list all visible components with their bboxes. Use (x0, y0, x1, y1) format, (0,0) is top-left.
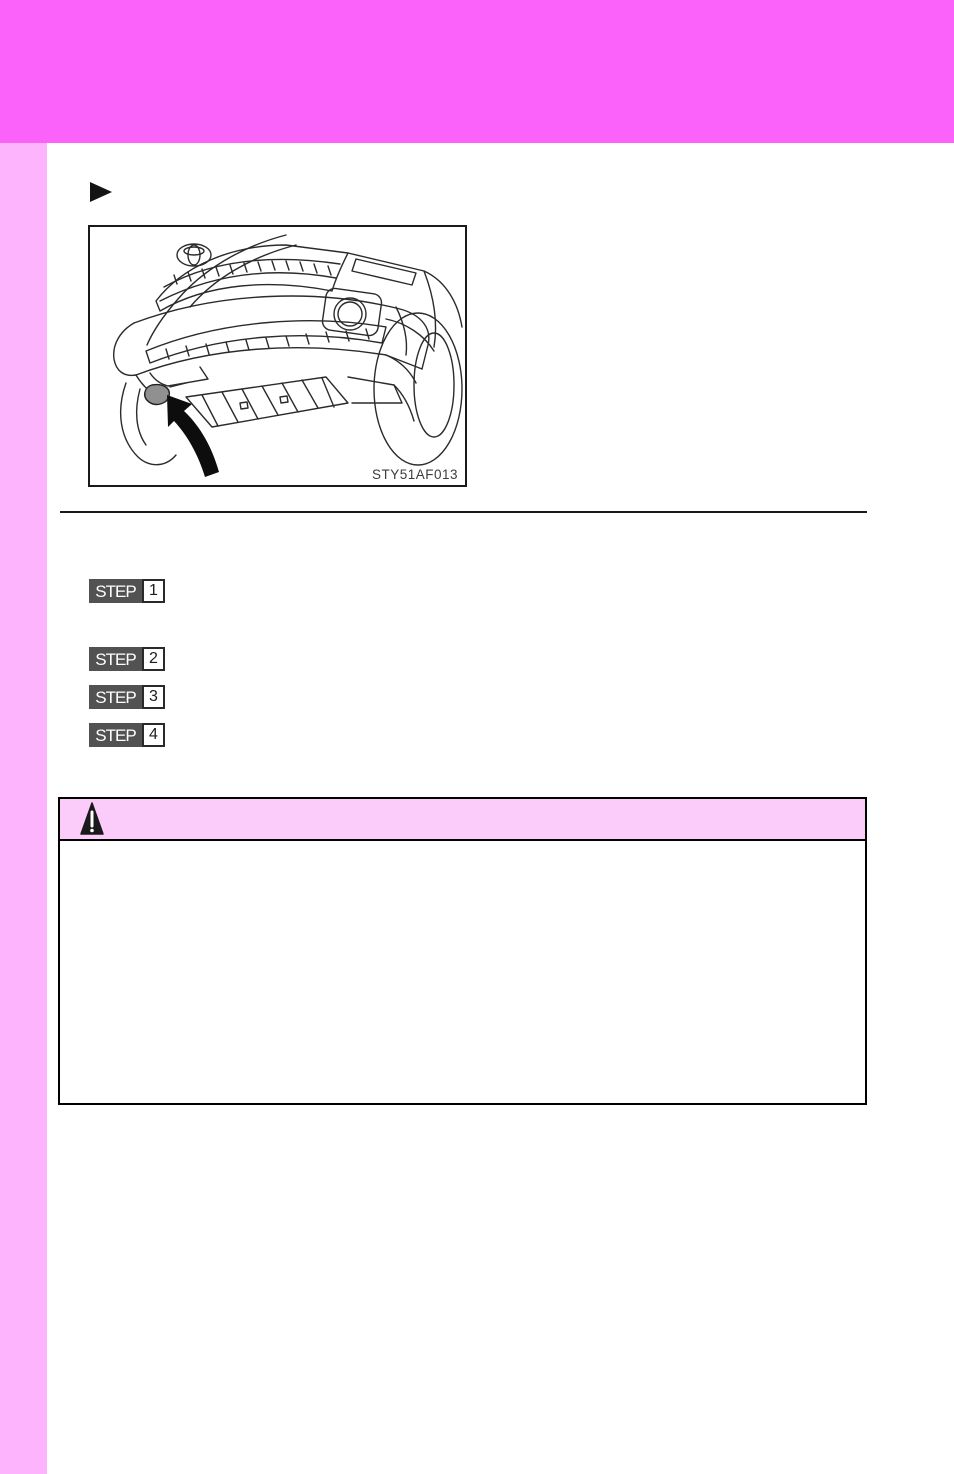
warning-body (60, 841, 865, 1103)
right-pointer-triangle-icon (90, 182, 112, 202)
step-number: 1 (142, 579, 165, 603)
figure-towing-eyelet (88, 225, 467, 487)
step-number: 3 (142, 685, 165, 709)
step-label: STEP (89, 723, 142, 747)
figure-caption: STY51AF013 (368, 467, 458, 482)
truck-front-illustration (90, 227, 465, 485)
warning-header (60, 799, 865, 841)
step-label: STEP (89, 647, 142, 671)
step-number: 4 (142, 723, 165, 747)
step-label: STEP (89, 685, 142, 709)
step-badge-4 (89, 723, 165, 747)
page-edge-strip (0, 143, 47, 1474)
step-badge-2 (89, 647, 165, 671)
section-color-band (0, 0, 954, 143)
step-badge-3 (89, 685, 165, 709)
section-divider (60, 511, 867, 513)
step-badge-1 (89, 579, 165, 603)
step-label: STEP (89, 579, 142, 603)
warning-box (58, 797, 867, 1105)
step-number: 2 (142, 647, 165, 671)
pointer-arrow-icon (167, 395, 219, 477)
warning-triangle-icon (80, 802, 104, 836)
